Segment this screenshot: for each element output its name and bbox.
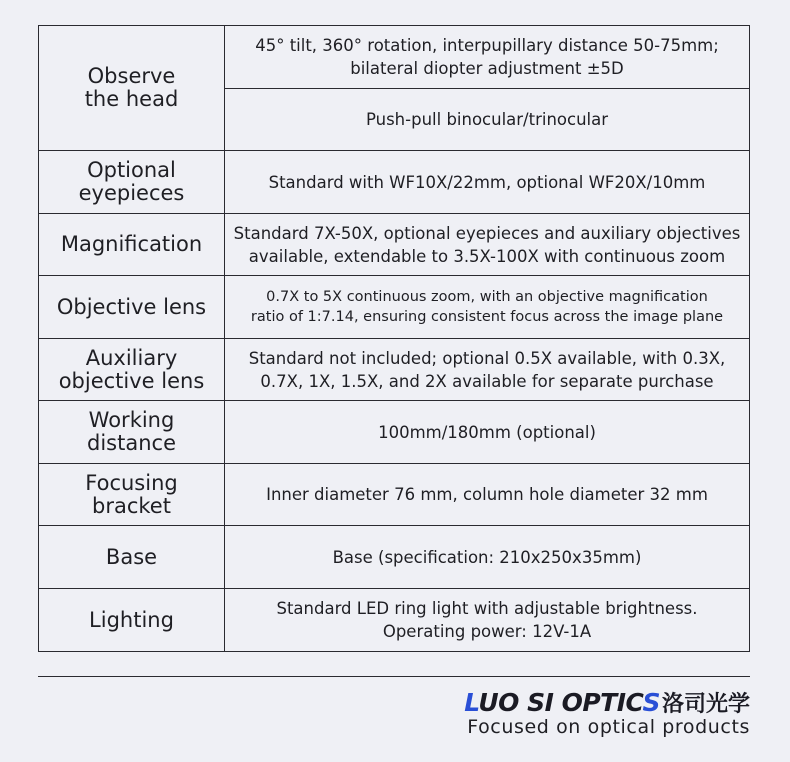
brand-letter-l: L (464, 688, 479, 717)
brand-name-middle: UO SI OPTIC (478, 688, 643, 717)
spec-table (38, 25, 750, 652)
row-value-auxiliary-objective-lens: Standard not included; optional 0.5X available, with 0.3X, 0.7X, 1X, 1.5X, and 2X available for separate purchase (225, 339, 750, 401)
table-row (39, 26, 750, 89)
brand-letter-s: S (642, 688, 660, 717)
table-row (39, 339, 750, 401)
row-label-observe-head: Observe the head (39, 26, 225, 151)
row-label-auxiliary-objective-lens: Auxiliary objective lens (39, 339, 225, 401)
row-label-objective-lens: Objective lens (39, 276, 225, 339)
brand-chinese-name: 洛司光学 (661, 692, 750, 717)
row-label-base: Base (39, 526, 225, 589)
table-row (39, 151, 750, 214)
row-value-working-distance: 100mm/180mm (optional) (225, 401, 750, 464)
row-value-observe-head-1: 45° tilt, 360° rotation, interpupillary distance 50-75mm; bilateral diopter adjustment ±5D (225, 26, 750, 89)
table-row (39, 464, 750, 526)
row-value-base: Base (specification: 210x250x35mm) (225, 526, 750, 589)
table-row (39, 589, 750, 652)
row-value-focusing-bracket: Inner diameter 76 mm, column hole diameter 32 mm (225, 464, 750, 526)
row-label-magnification: Magnification (39, 214, 225, 276)
row-value-observe-head-2: Push-pull binocular/trinocular (225, 89, 750, 151)
brand-logo (464, 687, 750, 719)
row-value-objective-lens: 0.7X to 5X continuous zoom, with an objective magnification ratio of 1:7.14, ensuring consistent focus across the image plane (225, 276, 750, 339)
table-row (39, 214, 750, 276)
table-row (39, 526, 750, 589)
brand-tagline: Focused on optical products (467, 716, 750, 738)
row-label-lighting: Lighting (39, 589, 225, 652)
row-label-focusing-bracket: Focusing bracket (39, 464, 225, 526)
footer-divider (38, 676, 750, 677)
row-label-optional-eyepieces: Optional eyepieces (39, 151, 225, 214)
brand-name (464, 688, 660, 717)
row-value-magnification: Standard 7X-50X, optional eyepieces and auxiliary objectives available, extendable to 3.5X-100X with continuous zoom (225, 214, 750, 276)
table-row (39, 401, 750, 464)
row-value-optional-eyepieces: Standard with WF10X/22mm, optional WF20X/10mm (225, 151, 750, 214)
row-value-lighting: Standard LED ring light with adjustable brightness. Operating power: 12V-1A (225, 589, 750, 652)
row-label-working-distance: Working distance (39, 401, 225, 464)
table-row (39, 276, 750, 339)
